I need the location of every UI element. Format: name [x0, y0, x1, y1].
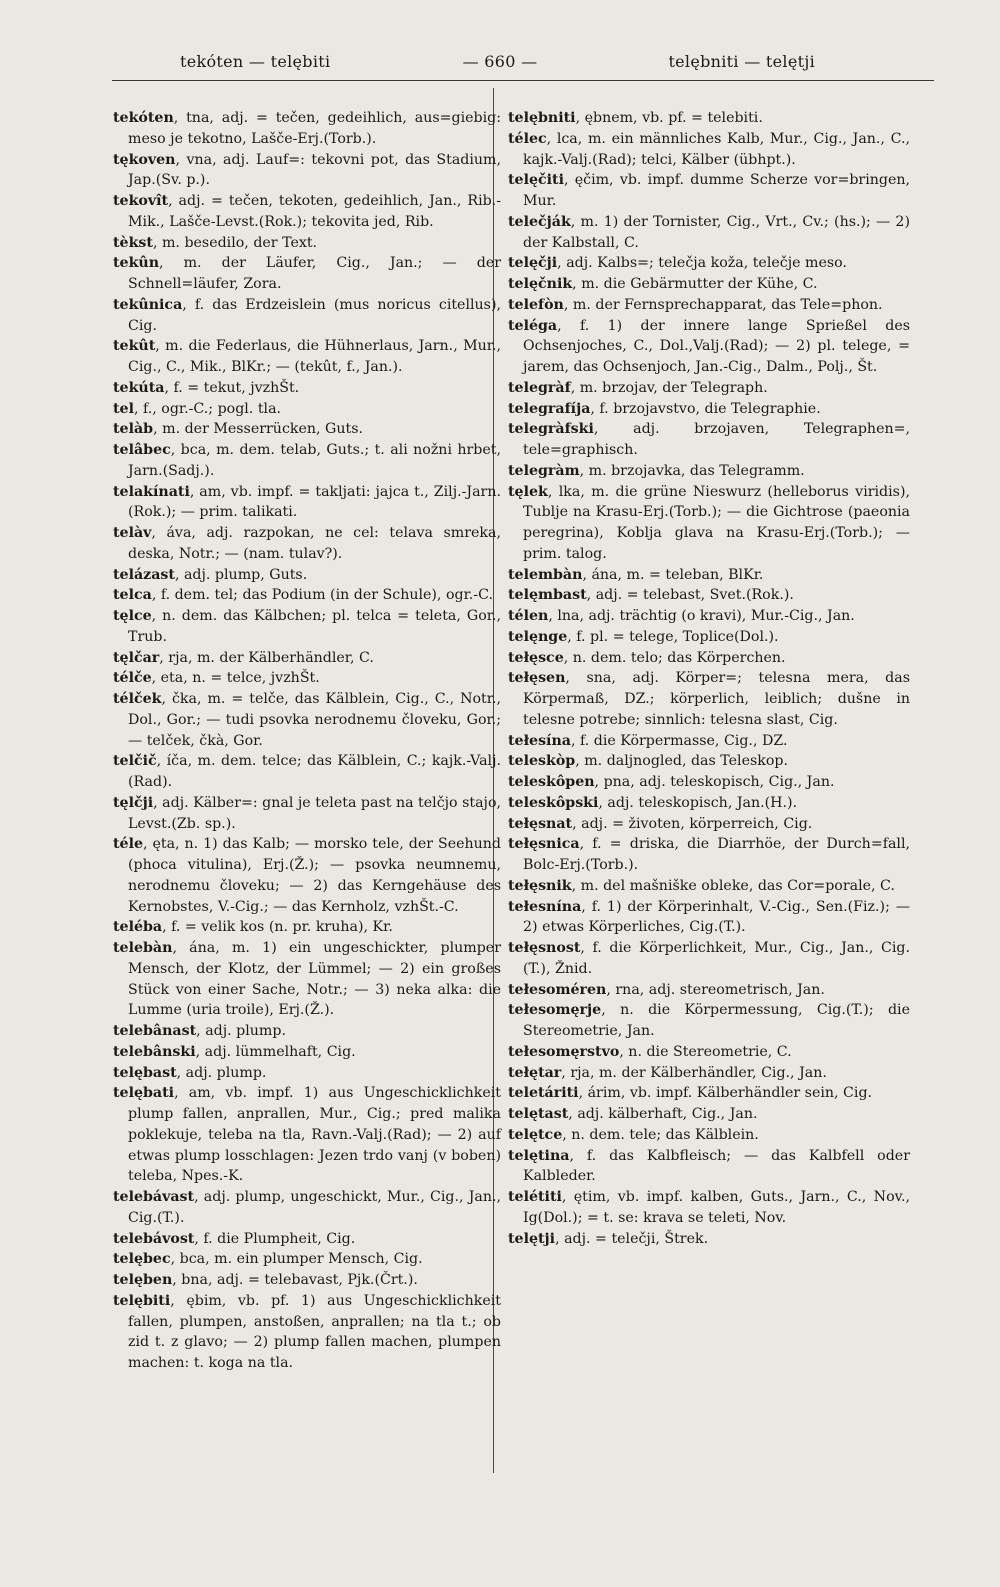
- dictionary-entry: [113, 108, 501, 150]
- entry-definition: , adj. plump.: [176, 1064, 267, 1081]
- entry-headword: tełęsen: [508, 670, 566, 687]
- entry-definition: , adj. = životen, körperreich, Cig.: [572, 815, 813, 832]
- dictionary-entry: [508, 253, 910, 274]
- entry-headword: telàb: [113, 421, 154, 438]
- dictionary-entry: [508, 129, 910, 171]
- dictionary-entry: [508, 565, 910, 586]
- entry-definition: , bna, adj. = telebavast, Pjk.(Črt.).: [172, 1272, 418, 1288]
- dictionary-entry: [508, 1104, 910, 1125]
- dictionary-entry: [508, 668, 910, 730]
- entry-headword: telętina: [508, 1147, 570, 1164]
- right-column: [508, 108, 910, 1249]
- entry-headword: tękoven: [113, 151, 176, 168]
- entry-definition: , vna, adj. Lauf=: tekovni pot, das Stadium, Jap.(Sv. p.).: [128, 151, 501, 189]
- entry-definition: , rna, adj. stereometrisch, Jan.: [606, 981, 825, 998]
- entry-definition: , pna, adj. teleskopisch, Cig., Jan.: [594, 774, 835, 790]
- entry-definition: , íča, m. dem. telce; das Kälblein, C.; kajk.-Valj.(Rad).: [128, 753, 501, 790]
- dictionary-entry: [508, 274, 910, 295]
- dictionary-entry: [508, 938, 910, 980]
- entry-headword: telęben: [113, 1272, 173, 1288]
- dictionary-entry: [508, 419, 910, 461]
- entry-definition: , rja, m. der Kälberhändler, Cig., Jan.: [561, 1064, 827, 1081]
- dictionary-entry: [508, 731, 910, 752]
- entry-headword: telętji: [508, 1230, 556, 1247]
- entry-headword: telegràfski: [508, 421, 594, 438]
- dictionary-entry: [113, 191, 501, 233]
- dictionary-entry: [508, 834, 910, 876]
- dictionary-entry: [113, 1063, 501, 1084]
- entry-definition: , f. = tekut, jvzhŠt.: [164, 379, 300, 396]
- entry-headword: telâbec: [113, 442, 171, 458]
- dictionary-entry: [508, 1187, 910, 1229]
- dictionary-entry: [508, 751, 910, 772]
- dictionary-entry: [113, 668, 501, 689]
- dictionary-entry: [113, 419, 501, 440]
- dictionary-entry: [113, 1187, 501, 1229]
- entry-definition: , f. brzojavstvo, die Telegraphie.: [590, 400, 821, 417]
- entry-headword: telefòn: [508, 296, 564, 313]
- entry-headword: telebânski: [113, 1043, 196, 1060]
- entry-headword: telebávost: [113, 1230, 195, 1247]
- entry-headword: tełęsce: [508, 649, 564, 666]
- entry-definition: , ębim, vb. pf. 1) aus Ungeschicklichkeit fallen, plumpen, anstoßen, anprallen; na tla t.; ob zid t. z glavo; — 2) plump fallen machen, plumpen machen: t. koga na tla.: [128, 1292, 501, 1371]
- entry-headword: télče: [113, 670, 152, 687]
- dictionary-entry: [113, 1042, 501, 1063]
- entry-definition: , m. der Läufer, Cig., Jan.; — der Schnell=läufer, Zora.: [128, 255, 501, 292]
- entry-headword: tekûnica: [113, 296, 183, 313]
- dictionary-entry: [508, 897, 910, 939]
- entry-headword: telębast: [113, 1064, 177, 1081]
- entry-headword: tełętar: [508, 1064, 562, 1081]
- entry-headword: telęnge: [508, 628, 568, 645]
- dictionary-entry: [508, 876, 910, 897]
- entry-definition: , n. dem. tele; das Kälblein.: [562, 1126, 759, 1143]
- entry-definition: , ębnem, vb. pf. = telebiti.: [575, 110, 763, 126]
- entry-definition: , f. 1) der Körperinhalt, V.-Cig., Sen.(Fiz.); — 2) etwas Körperliches, Cig.(T.).: [523, 898, 910, 936]
- entry-headword: telębiti: [113, 1292, 171, 1309]
- entry-headword: telęčji: [508, 255, 558, 272]
- dictionary-entry: [508, 378, 910, 399]
- dictionary-entry: [113, 399, 501, 420]
- entry-headword: telca: [113, 587, 152, 604]
- entry-definition: , m. del mašniške obleke, das Cor=porale, C.: [571, 877, 895, 894]
- entry-headword: teleskôpski: [508, 794, 599, 811]
- entry-headword: tełesoméren: [508, 981, 607, 998]
- entry-headword: tełęsnica: [508, 836, 580, 853]
- entry-definition: , ętim, vb. impf. kalben, Guts., Jarn., C., Nov., Ig(Dol.); = t. se: krava se teleti, Nov.: [523, 1189, 910, 1226]
- left-column: [113, 108, 501, 1374]
- entry-definition: , adj. Kälber=: gnal je teleta past na telčjo stajo, Levst.(Zb. sp.).: [128, 794, 501, 832]
- dictionary-entry: [508, 606, 910, 627]
- dictionary-entry: [508, 980, 910, 1001]
- entry-definition: , ána, m. 1) ein ungeschickter, plumper Mensch, der Klotz, der Lümmel; — 2) ein großes Stück von einer Sache, Notr.; — 3) neka alka: die Lumme (uria troile), Erj.(Ž.).: [128, 940, 501, 1019]
- entry-definition: , ęta, n. 1) das Kalb; — morsko tele, der Seehund (phoca vitulina), Erj.(Ž.); — psovka neumnemu, nerodnemu človeku; — 2) das Kerngehäuse des Kernobstes, V.-Cig.; — das Kernholz, vzhŠt.-C.: [128, 836, 501, 915]
- dictionary-entry: [508, 1229, 910, 1250]
- dictionary-entry: [113, 1021, 501, 1042]
- dictionary-entry: [508, 295, 910, 316]
- entry-definition: , eta, n. = telce, jvzhŠt.: [151, 670, 320, 687]
- entry-definition: , adj. Kalbs=; telečja koža, telečje meso.: [557, 255, 847, 272]
- entry-headword: tęlce: [113, 608, 152, 624]
- dictionary-entry: [113, 689, 501, 751]
- entry-headword: télček: [113, 691, 162, 707]
- dictionary-entry: [508, 814, 910, 835]
- entry-definition: , m. der Fernsprechapparat, das Tele=phon.: [563, 296, 883, 313]
- dictionary-entry: [508, 585, 910, 606]
- dictionary-entry: [508, 399, 910, 420]
- entry-definition: , m. die Gebärmutter der Kühe, C.: [572, 276, 818, 292]
- entry-headword: teléga: [508, 317, 558, 334]
- entry-definition: , rja, m. der Kälberhändler, C.: [159, 649, 374, 666]
- dictionary-entry: [113, 378, 501, 399]
- entry-headword: teleskòp: [508, 753, 576, 770]
- dictionary-entry: [508, 461, 910, 482]
- header-rule: [112, 80, 934, 81]
- entry-definition: , f. = velik kos (n. pr. kruha), Kr.: [162, 919, 393, 936]
- entry-headword: telečják: [508, 213, 571, 230]
- entry-definition: , am, vb. impf. = takljati: jajca t., Zilj.-Jarn.(Rok.); — prim. talikati.: [128, 483, 501, 521]
- dictionary-entry: [508, 627, 910, 648]
- entry-headword: telęčiti: [508, 172, 564, 189]
- dictionary-entry: [113, 523, 501, 565]
- dictionary-entry: [113, 793, 501, 835]
- entry-headword: telegràm: [508, 462, 580, 479]
- entry-headword: tełęsnost: [508, 940, 581, 956]
- dictionary-entry: [113, 253, 501, 295]
- entry-headword: telebânast: [113, 1023, 197, 1039]
- entry-definition: , adj. brzojaven, Telegraphen=, tele=graphisch.: [523, 421, 910, 458]
- dictionary-entry: [113, 751, 501, 793]
- dictionary-entry: [113, 1291, 501, 1374]
- entry-headword: tekóten: [113, 110, 174, 126]
- dictionary-entry: [508, 108, 910, 129]
- entry-headword: teleskôpen: [508, 774, 595, 790]
- entry-definition: , f. die Plumpheit, Cig.: [194, 1230, 356, 1247]
- dictionary-entry: [113, 482, 501, 524]
- entry-headword: teléba: [113, 919, 163, 936]
- entry-headword: telebàn: [113, 940, 173, 956]
- entry-definition: , m. brzojav, der Telegraph.: [570, 379, 768, 396]
- entry-headword: tełesomęrstvo: [508, 1043, 620, 1060]
- header-right-guideword: telębniti — telętji: [668, 52, 815, 71]
- entry-definition: , adj. = tečen, tekoten, gedeihlich, Jan., Rib.-Mik., Lašče-Levst.(Rok.); tekovita jed, Rib.: [128, 193, 501, 230]
- entry-headword: tełęsnik: [508, 877, 572, 894]
- dictionary-entry: [508, 793, 910, 814]
- entry-headword: tekût: [113, 338, 156, 355]
- entry-definition: , čka, m. = telče, das Kälblein, Cig., C., Notr., Dol., Gor.; — tudi psovka nerodnemu človeku, Gor.; — telček, čkà, Gor.: [128, 691, 501, 749]
- dictionary-entry: [508, 316, 910, 378]
- entry-headword: telàv: [113, 525, 152, 541]
- dictionary-entry: [508, 170, 910, 212]
- entry-definition: , lna, adj. trächtig (o kravi), Mur.-Cig., Jan.: [548, 608, 855, 624]
- entry-definition: , m. 1) der Tornister, Cig., Vrt., Cv.; (hs.); — 2) der Kalbstall, C.: [523, 213, 910, 251]
- entry-headword: telegrafíja: [508, 400, 591, 417]
- entry-headword: tekúta: [113, 379, 165, 396]
- dictionary-entry: [508, 1125, 910, 1146]
- entry-definition: , adj. = telečji, Štrek.: [555, 1230, 709, 1247]
- dictionary-entry: [508, 1083, 910, 1104]
- entry-headword: tęlek: [508, 483, 548, 500]
- entry-definition: , f. die Körperlichkeit, Mur., Cig., Jan., Cig.(T.), Žnid.: [523, 940, 910, 977]
- dictionary-entry: [508, 1042, 910, 1063]
- dictionary-entry: [508, 212, 910, 254]
- entry-definition: , f. dem. tel; das Podium (in der Schule), ogr.-C.: [151, 587, 493, 604]
- entry-headword: telčič: [113, 753, 157, 770]
- entry-definition: , f. 1) der innere lange Sprießel des Ochsenjoches, C., Dol.,Valj.(Rad); — 2) pl. telege, = jarem, das Ochsenjoch, Jan.-Cig., Dalm., Polj., Št.: [523, 317, 910, 375]
- dictionary-entry: [508, 648, 910, 669]
- dictionary-entry: [508, 772, 910, 793]
- entry-headword: tełesnína: [508, 898, 582, 915]
- dictionary-entry: [113, 606, 501, 648]
- entry-definition: , bca, m. ein plumper Mensch, Cig.: [170, 1251, 423, 1268]
- entry-definition: , m. besedilo, der Text.: [152, 234, 318, 251]
- entry-definition: , lka, m. die grüne Nieswurz (helleborus viridis), Tublje na Krasu-Erj.(Torb.); — die Gichtrose (paeonia peregrina), Koblja glava na Krasu-Erj.(Torb.); — prim. talog.: [523, 483, 910, 562]
- entry-headword: telębniti: [508, 110, 576, 126]
- entry-definition: , adj. lümmelhaft, Cig.: [195, 1043, 356, 1060]
- entry-headword: telętce: [508, 1126, 563, 1143]
- entry-headword: tęlčji: [113, 794, 154, 811]
- entry-definition: , adj. plump, Guts.: [174, 566, 308, 583]
- entry-headword: telembàn: [508, 566, 583, 583]
- entry-definition: , m. die Federlaus, die Hühnerlaus, Jarn., Mur., Cig., C., Mik., BlKr.; — (tekût, f., Jan.).: [128, 338, 501, 375]
- dictionary-entry: [113, 440, 501, 482]
- entry-headword: tekûn: [113, 255, 160, 272]
- entry-headword: tełesomęrje: [508, 1002, 602, 1019]
- entry-headword: telegràf: [508, 379, 571, 396]
- entry-headword: tel: [113, 400, 134, 417]
- entry-definition: , ána, m. = teleban, BlKr.: [582, 566, 764, 583]
- dictionary-entry: [113, 150, 501, 192]
- entry-definition: , tna, adj. = tečen, gedeihlich, aus=giebig: meso je tekotno, Lašče-Erj.(Torb.).: [128, 110, 501, 147]
- dictionary-entry: [113, 336, 501, 378]
- entry-headword: tełesína: [508, 732, 571, 749]
- entry-definition: , adj. kälberhaft, Cig., Jan.: [568, 1106, 758, 1122]
- page-number: — 660 —: [462, 52, 538, 71]
- dictionary-entry: [113, 585, 501, 606]
- entry-definition: , f. das Erdzeislein (mus noricus citellus), Cig.: [128, 296, 501, 334]
- dictionary-entry: [508, 1063, 910, 1084]
- entry-headword: telętast: [508, 1106, 569, 1122]
- entry-headword: telakínati: [113, 483, 190, 500]
- entry-definition: , m. daljnogled, das Teleskop.: [575, 753, 789, 770]
- entry-definition: , adj. plump.: [196, 1023, 286, 1039]
- entry-definition: , n. die Körpermessung, Cig.(T.); die Stereometrie, Jan.: [523, 1002, 910, 1039]
- entry-definition: , n. dem. telo; das Körperchen.: [563, 649, 786, 666]
- entry-definition: , bca, m. dem. telab, Guts.; t. ali nožni hrbet, Jarn.(Sadj.).: [128, 442, 501, 479]
- dictionary-entry: [113, 233, 501, 254]
- dictionary-entry: [113, 1229, 501, 1250]
- entry-definition: , sna, adj. Körper=; telesna mera, das Körpermaß, DZ.; körperlich, leiblich; dušne in telesne potrebe; sinnlich: telesna slast, Cig.: [523, 670, 910, 728]
- entry-headword: telęmbast: [508, 587, 587, 604]
- page-header: [60, 46, 940, 82]
- entry-definition: , áva, adj. razpokan, ne cel: telava smreka, deska, Notr.; — (nam. tulav?).: [128, 525, 501, 562]
- entry-headword: tełęsnat: [508, 815, 573, 832]
- entry-headword: télec: [508, 130, 547, 147]
- dictionary-entry: [508, 1000, 910, 1042]
- dictionary-entry: [113, 1083, 501, 1187]
- entry-definition: , m. der Messerrücken, Guts.: [153, 421, 363, 438]
- entry-headword: tęlčar: [113, 649, 160, 666]
- dictionary-entry: [113, 565, 501, 586]
- entry-definition: , árim, vb. impf. Kälberhändler sein, Cig.: [578, 1085, 873, 1102]
- entry-headword: telebávast: [113, 1189, 195, 1205]
- dictionary-entry: [113, 1249, 501, 1270]
- entry-definition: , adj. = telebast, Svet.(Rok.).: [586, 587, 794, 604]
- entry-definition: , ęčim, vb. impf. dumme Scherze vor=bringen, Mur.: [523, 172, 910, 209]
- entry-headword: télen: [508, 608, 549, 624]
- entry-definition: , f. das Kalbfleisch; — das Kalbfell oder Kalbleder.: [523, 1147, 910, 1185]
- dictionary-entry: [508, 1146, 910, 1188]
- dictionary-entry: [113, 295, 501, 337]
- dictionary-entry: [508, 482, 910, 565]
- entry-definition: , n. dem. das Kälbchen; pl. telca = teleta, Gor., Trub.: [128, 608, 501, 645]
- entry-definition: , lca, m. ein männliches Kalb, Mur., Cig., Jan., C., kajk.-Valj.(Rad); telci, Kälber (übhpt.).: [523, 130, 910, 168]
- dictionary-entry: [113, 938, 501, 1021]
- entry-definition: , m. brzojavka, das Telegramm.: [579, 462, 805, 479]
- entry-headword: telęčnik: [508, 276, 573, 292]
- entry-headword: telębati: [113, 1085, 175, 1102]
- entry-definition: , f. pl. = telege, Toplice(Dol.).: [567, 628, 779, 645]
- entry-definition: , n. die Stereometrie, C.: [619, 1043, 792, 1060]
- entry-headword: téle: [113, 836, 143, 853]
- entry-definition: , f., ogr.-C.; pogl. tla.: [133, 400, 282, 417]
- entry-headword: tèkst: [113, 234, 153, 251]
- dictionary-entry: [113, 917, 501, 938]
- entry-definition: , f. die Körpermasse, Cig., DZ.: [570, 732, 788, 749]
- entry-headword: telębec: [113, 1251, 171, 1268]
- entry-definition: , adj. teleskopisch, Jan.(H.).: [598, 794, 798, 811]
- header-left-guideword: tekóten — telębiti: [180, 52, 331, 71]
- entry-headword: telétiti: [508, 1189, 562, 1205]
- dictionary-entry: [113, 1270, 501, 1291]
- entry-headword: tekovît: [113, 193, 169, 209]
- entry-definition: , am, vb. impf. 1) aus Ungeschicklichkeit plump fallen, anprallen, Mur., Cig.; pred malika poklekuje, teleba na tla, Ravn.-Valj.(Rad); — 2) auf etwas plump losschlagen: Jezen trdo vanj (v boben) teleba, Npes.-K.: [128, 1085, 501, 1185]
- entry-definition: , f. = driska, die Diarrhöe, der Durch=fall, Bolc-Erj.(Torb.).: [523, 836, 910, 873]
- dictionary-entry: [113, 648, 501, 669]
- entry-headword: telázast: [113, 566, 175, 583]
- dictionary-entry: [113, 834, 501, 917]
- entry-definition: , adj. plump, ungeschickt, Mur., Cig., Jan., Cig.(T.).: [128, 1189, 501, 1226]
- entry-headword: teletáriti: [508, 1085, 579, 1102]
